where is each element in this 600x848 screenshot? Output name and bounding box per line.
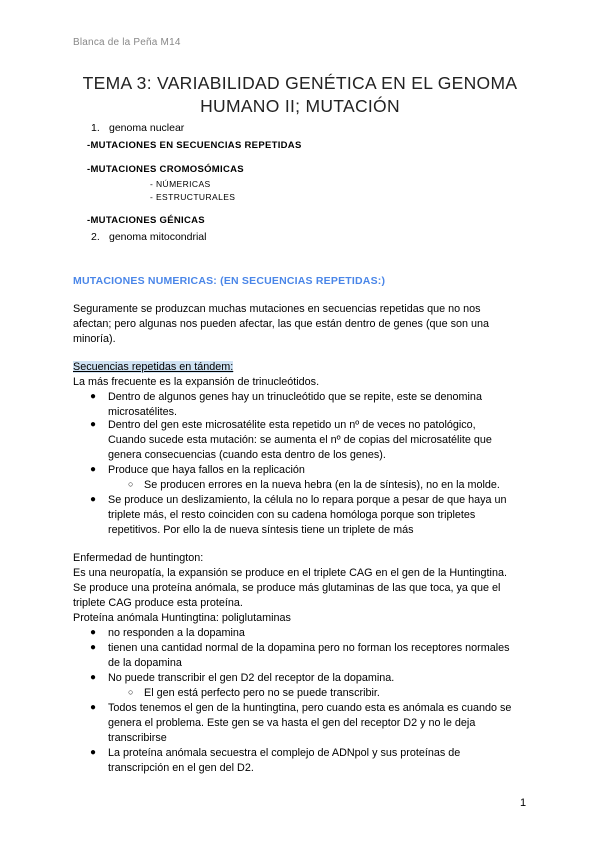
huntington-bullet-1: no responden a la dopamina (108, 627, 245, 639)
huntington-paragraph-line-1: Es una neuropatía, la expansión se produce en el triplete CAG en el gen de la Huntingtina. (73, 567, 507, 579)
outline-sub-cromosomicas: -MUTACIONES CROMOSÓMICAS (87, 164, 244, 175)
tandem-bullet-4-line-3: repetitivos. Por ello la de nueva síntesis tiene un triplete de más (108, 524, 414, 536)
huntington-protein-line: Proteína anómala Huntingtina: poliglutaminas (73, 612, 291, 624)
intro-line-1: Seguramente se produzcan muchas mutaciones en secuencias repetidas que no nos (73, 303, 481, 315)
bullet-icon: ● (90, 391, 97, 402)
outline-sub-estructurales: - ESTRUCTURALES (150, 192, 236, 202)
huntington-bullet-2-line-1: tienen una cantidad normal de la dopamina pero no forman los receptores normales (108, 642, 510, 654)
intro-paragraph (73, 302, 533, 347)
circle-bullet-icon: ○ (128, 687, 134, 697)
tandem-bullet-4-line-1: Se produce un deslizamiento, la célula no lo repara porque a pesar de que haya un (108, 494, 507, 506)
bullet-icon: ● (90, 627, 97, 638)
outline-item-2-number: 2. (91, 231, 100, 243)
huntington-paragraph-line-2: Se produce una proteína anómala, se produce más glutaminas de las que toca, ya que el (73, 582, 501, 594)
huntington-heading: Enfermedad de huntington: (73, 552, 204, 564)
title-line-1: TEMA 3: VARIABILIDAD GENÉTICA EN EL GENOMA (82, 73, 518, 93)
tandem-heading: Secuencias repetidas en tándem: (73, 361, 234, 373)
outline-item-1: genoma nuclear (109, 122, 185, 134)
outline-item-2: genoma mitocondrial (109, 231, 207, 243)
huntington-bullet-5-line-2: transcripción en el gen del D2. (108, 762, 254, 774)
tandem-bullet-2-line-1: Dentro del gen este microsatélite esta repetido un nº de veces no patológico, (108, 419, 476, 431)
intro-line-2: afectan; pero algunas nos pueden afectar, las que están dentro de genes (que son una (73, 318, 489, 330)
tandem-bullet-3: Produce que haya fallos en la replicación (108, 464, 305, 476)
tandem-bullet-2-line-2: Cuando sucede esta mutación: se aumenta el nº de copias del microsatélite que (108, 434, 492, 446)
tandem-lead: La más frecuente es la expansión de trinucleótidos. (73, 376, 320, 388)
tandem-bullet-4-line-2: triplete más, el resto coinciden con su cadena homóloga porque son tripletes (108, 509, 476, 521)
huntington-bullet-2-line-2: de la dopamina (108, 657, 182, 669)
tandem-bullet-1-line-1: Dentro de algunos genes hay un trinucleótido que se repite, este se denomina (108, 391, 482, 403)
bullet-icon: ● (90, 494, 97, 505)
tandem-bullet-1-line-2: microsatélites. (108, 406, 177, 418)
huntington-paragraph-line-3: triplete CAG produce esta proteína. (73, 597, 243, 609)
bullet-icon: ● (90, 464, 97, 475)
tandem-bullet-2-line-3: genera consecuencias (cuando esta dentro de los genes). (108, 449, 386, 461)
intro-line-3: minoría). (73, 333, 116, 345)
huntington-bullet-4-line-3: transcribirse (108, 732, 167, 744)
outline-sub-genicas: -MUTACIONES GÉNICAS (87, 215, 205, 226)
outline-sub-numericas: - NÚMERICAS (150, 179, 211, 189)
page-title (60, 72, 540, 118)
circle-bullet-icon: ○ (128, 479, 134, 489)
outline-item-1-number: 1. (91, 122, 100, 134)
bullet-icon: ● (90, 702, 97, 713)
page-number: 1 (520, 797, 527, 809)
bullet-icon: ● (90, 747, 97, 758)
huntington-bullet-4-line-1: Todos tenemos el gen de la huntingtina, pero cuando esta es anómala es cuando se (108, 702, 512, 714)
huntington-bullet-3: No puede transcribir el gen D2 del receptor de la dopamina. (108, 672, 395, 684)
tandem-bullet-3-sub: Se producen errores en la nueva hebra (en la de síntesis), no en la molde. (144, 479, 500, 491)
bullet-icon: ● (90, 642, 97, 653)
huntington-bullet-5-line-1: La proteína anómala secuestra el complejo de ADNpol y sus proteínas de (108, 747, 461, 759)
bullet-icon: ● (90, 672, 97, 683)
section-heading-mutaciones-numericas: MUTACIONES NUMERICAS: (EN SECUENCIAS REPETIDAS:) (73, 275, 386, 287)
huntington-bullet-4-line-2: genera el problema. Este gen se va hasta el gen del receptor D2 y no le deja (108, 717, 476, 729)
outline-sub-repetidas: -MUTACIONES EN SECUENCIAS REPETIDAS (87, 140, 302, 151)
header-author: Blanca de la Peña M14 (73, 37, 181, 48)
title-line-2: HUMANO II; MUTACIÓN (200, 96, 400, 116)
bullet-icon: ● (90, 419, 97, 430)
huntington-bullet-3-sub: El gen está perfecto pero no se puede transcribir. (144, 687, 380, 699)
